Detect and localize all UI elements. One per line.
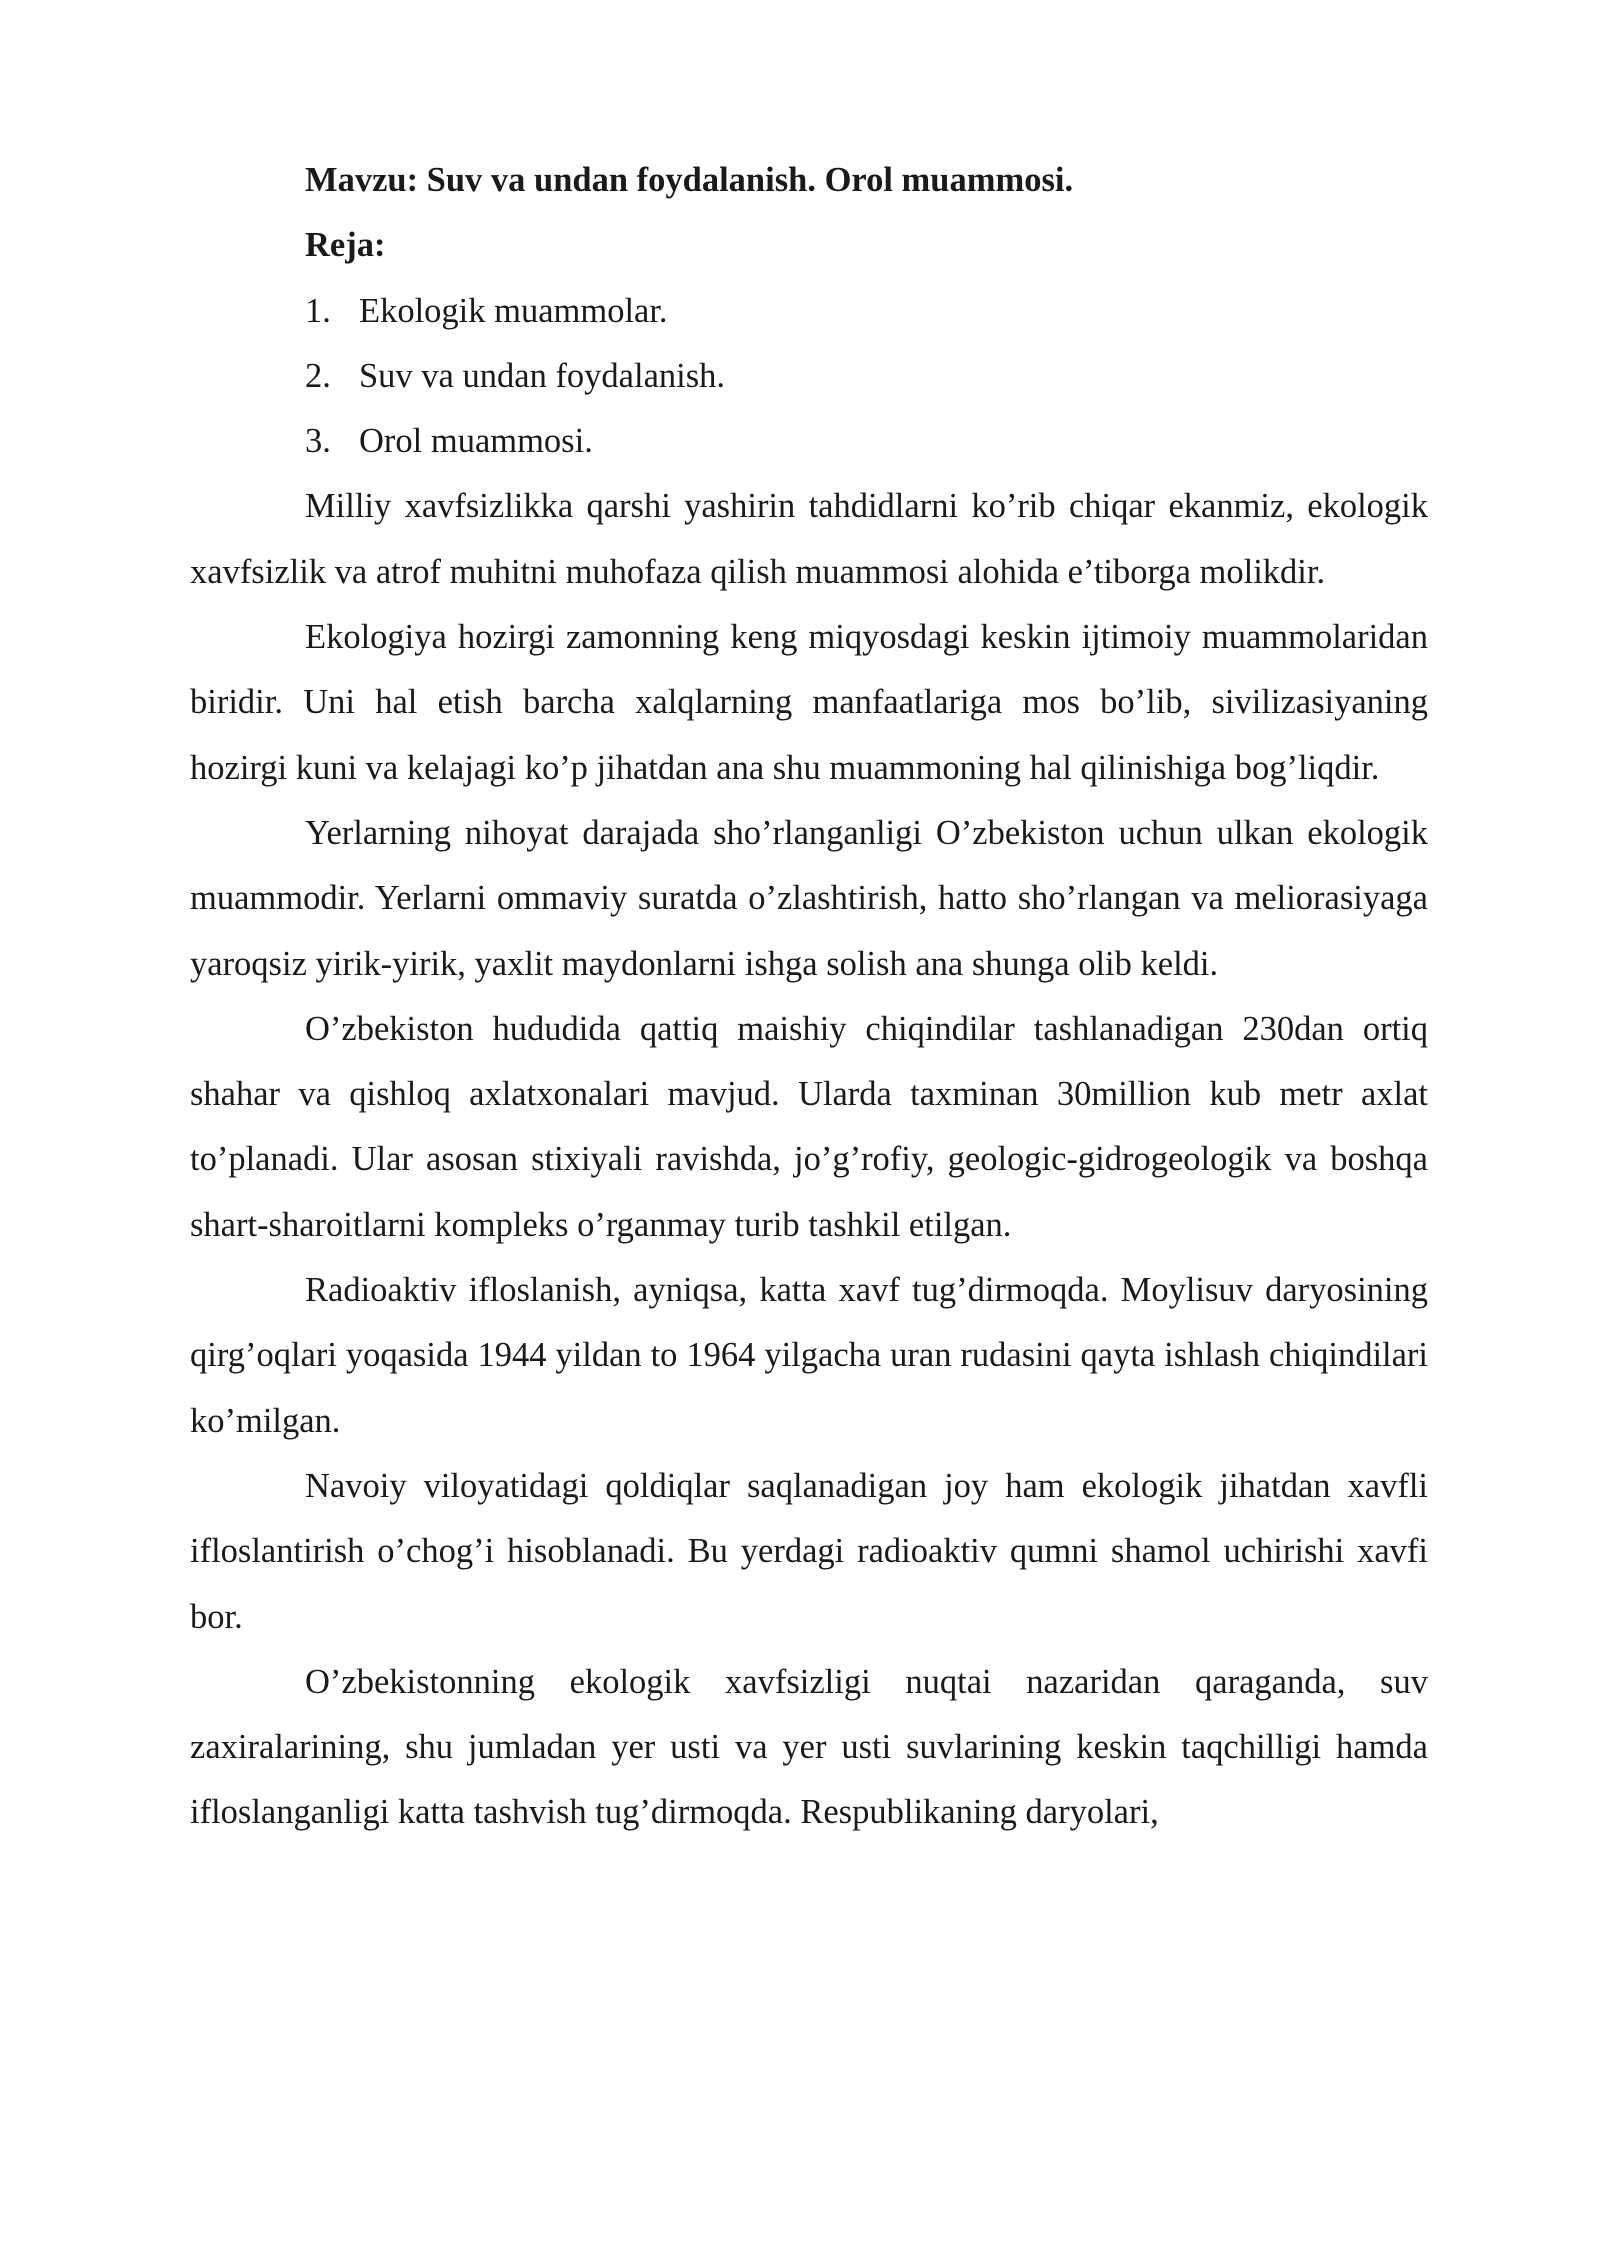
- plan-item: [190, 344, 1428, 409]
- document-body: [190, 148, 1428, 1846]
- document-title: Mavzu: Suv va undan foydalanish. Orol muammosi.: [305, 161, 1074, 199]
- plan-item-number: 2.: [305, 356, 331, 395]
- plan-heading: Reja:: [305, 226, 386, 265]
- paragraph: Navoiy viloyatidagi qoldiqlar saqlanadigan joy ham ekologik jihatdan xavfli ifloslantirish o’chog’i hisoblanadi. Bu yerdagi radioaktiv qumni shamol uchirishi xavfi bor.: [190, 1466, 1428, 1636]
- paragraph: O’zbekiston hududida qattiq maishiy chiqindilar tashlanadigan 230dan ortiq shahar va qishloq axlatxonalari mavjud. Ularda taxminan 30million kub metr axlat to’planadi. Ular asosan stixiyali ravishda, jo’g’rofiy, geologic-gidrogeologik va boshqa shart-sharoitlarni kompleks o’rganmay turib tashkil etilgan.: [190, 1009, 1428, 1244]
- plan-item: [190, 409, 1428, 474]
- paragraph: O’zbekistonning ekologik xavfsizligi nuqtai nazaridan qaraganda, suv zaxiralarining, shu jumladan yer usti va yer usti suvlarining keskin taqchilligi hamda ifloslanganligi katta tashvish tug’dirmoqda. Respublikaning daryolari,: [190, 1662, 1428, 1832]
- paragraph: Radioaktiv ifloslanish, ayniqsa, katta xavf tug’dirmoqda. Moylisuv daryosining qirg’oqlari yoqasida 1944 yildan to 1964 yilgacha uran rudasini qayta ishlash chiqindilari ko’milgan.: [190, 1271, 1428, 1440]
- paragraph: Yerlarning nihoyat darajada sho’rlanganligi O’zbekiston uchun ulkan ekologik muammodir. Yerlarni ommaviy suratda o’zlashtirish, hatto sho’rlangan va meliorasiyaga yaroqsiz yirik-yirik, yaxlit maydonlarni ishga solish ana shunga olib keldi.: [190, 813, 1428, 983]
- plan-list: [190, 279, 1428, 475]
- plan-item-number: 3.: [305, 422, 331, 461]
- plan-item-text: Suv va undan foydalanish.: [359, 356, 726, 395]
- plan-item-number: 1.: [305, 291, 331, 330]
- plan-item-text: Orol muammosi.: [359, 422, 593, 461]
- paragraph: Milliy xavfsizlikka qarshi yashirin tahdidlarni ko’rib chiqar ekanmiz, ekologik xavfsizlik va atrof muhitni muhofaza qilish muammosi alohida e’tiborga molikdir.: [190, 487, 1428, 591]
- paragraph: Ekologiya hozirgi zamonning keng miqyosdagi keskin ijtimoiy muammolaridan biridir. Uni hal etish barcha xalqlarning manfaatlariga mos bo’lib, sivilizasiyaning hozirgi kuni va kelajagi ko’p jihatdan ana shu muammoning hal qilinishiga bog’liqdir.: [190, 618, 1428, 787]
- plan-item-text: Ekologik muammolar.: [359, 291, 668, 330]
- plan-item: [190, 279, 1428, 344]
